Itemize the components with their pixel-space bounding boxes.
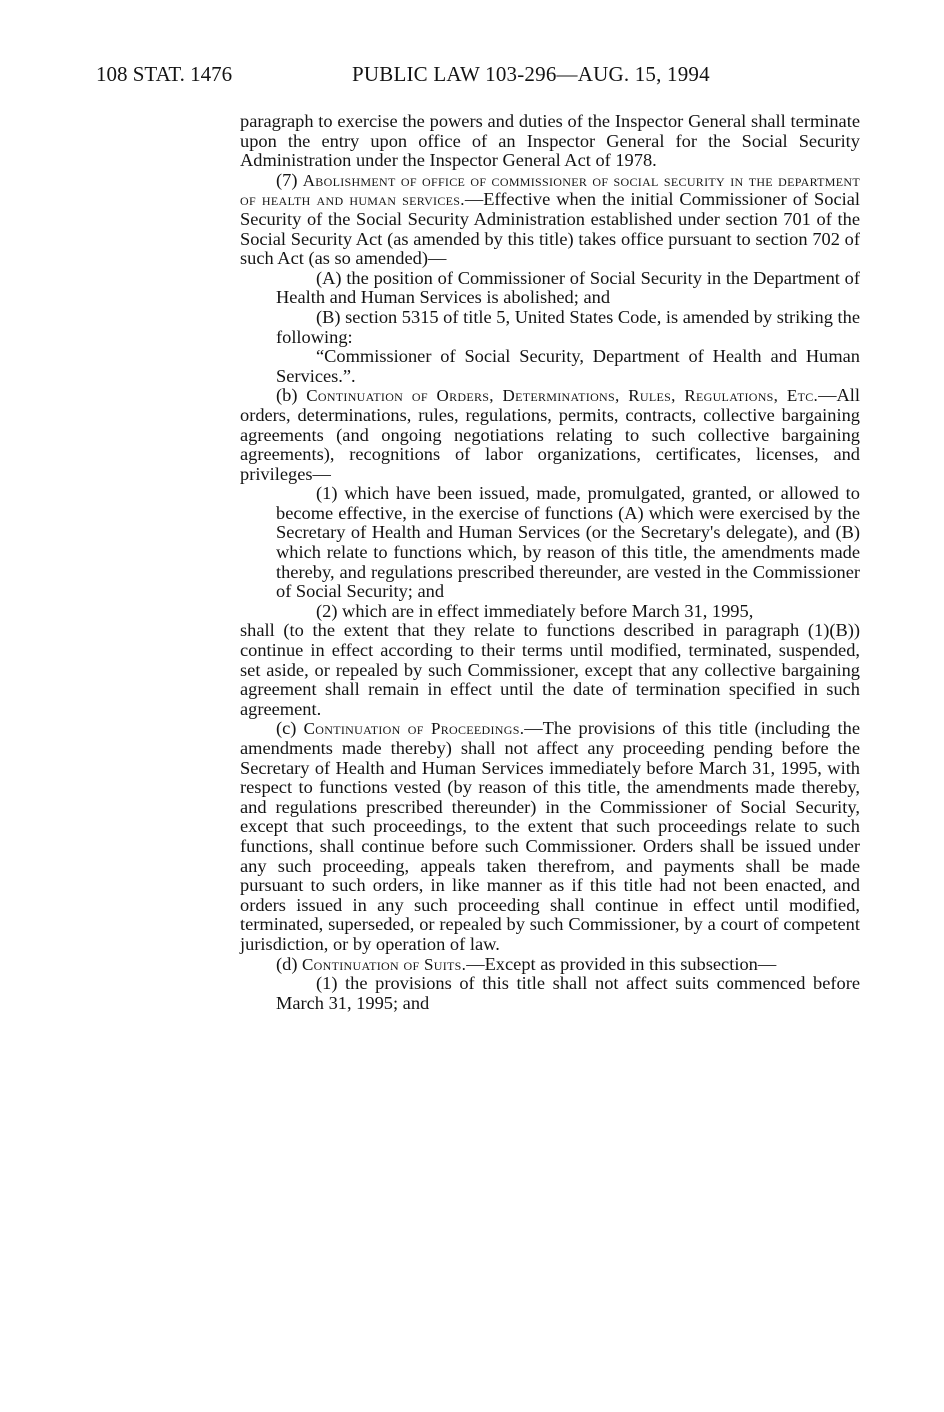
struck-title-quote: “Commissioner of Social Security, Department of Health and Human Services.”. bbox=[276, 346, 860, 386]
page-header bbox=[96, 62, 856, 92]
subsection-c-continuation-of-proceedings: (c) Continuation of Proceedings.—The provisions of this title (including the amendments made thereby) shall not affect any proceeding pending before the Secretary of Health and Human Services immediately before March 31, 1995, with respect to functions vested (by reason of this title, the amendments made thereby, and regulations prescribed thereunder) in the Commissioner of Social Security, except that such proceedings, to the extent that such proceedings relate to such functions, shall continue before such Commissioner. Orders shall be issued under any such proceeding, appeals taken therefrom, and payments shall be made pursuant to such orders, in like manner as if this title had not been enacted, and orders issued in any such proceeding shall continue in effect until modified, terminated, superseded, or repealed by such Commissioner, by a court of competent jurisdiction, or by operation of law. bbox=[240, 718, 860, 954]
clause-1-suits-commenced: (1) the provisions of this title shall not affect suits commenced before March 31, 1995; and bbox=[276, 973, 860, 1013]
paragraph-7-abolishment: (7) Abolishment of office of commissioner of social security in the department of health and human services.—Effective when the initial Commissioner of Social Security of the Social Security Administration established under section 701 of the Social Security Act (as amended by this title) takes office pursuant to section 702 of such Act (as so amended)— bbox=[240, 169, 860, 269]
subparagraph-b-section-5315: (B) section 5315 of title 5, United States Code, is amended by striking the following: bbox=[276, 306, 860, 347]
subsection-b-continuation-of-orders: (b) Continuation of Orders, Determinations, Rules, Regulations, Etc.—All orders, determinations, rules, regulations, permits, contracts, collective bargaining agreements (and ongoing negotiations relating to such collective bargaining agreements), recognitions of labor organizations, certificates, licenses, and privileges— bbox=[240, 385, 860, 484]
clause-2-in-effect: (2) which are in effect immediately before March 31, 1995, bbox=[316, 600, 754, 621]
paragraph-continue-in-effect: shall (to the extent that they relate to functions described in paragraph (1)(B)) continue in effect according to their terms until modified, terminated, suspended, set aside, or repealed by such Commissioner, except that any collective bargaining agreement shall remain in effect until the date of termination specified in such agreement. bbox=[240, 620, 860, 719]
paragraph-inspector-general-continuation: paragraph to exercise the powers and duties of the Inspector General shall terminate upon the entry upon office of an Inspector General for the Social Security Administration under the Inspector General Act of 1978. bbox=[240, 111, 860, 171]
section-heading: Continuation of Proceedings. bbox=[303, 719, 525, 739]
statute-page-reference: 108 STAT. 1476 bbox=[96, 62, 233, 86]
statute-text-body bbox=[240, 112, 860, 1013]
section-heading: Continuation of Suits. bbox=[302, 954, 467, 974]
subsection-d-continuation-of-suits: (d) Continuation of Suits.—Except as provided in this subsection— bbox=[276, 953, 777, 974]
subparagraph-a-position-abolished: (A) the position of Commissioner of Social Security in the Department of Health and Human Services is abolished; and bbox=[276, 267, 860, 308]
public-law-and-date: PUBLIC LAW 103-296—AUG. 15, 1994 bbox=[352, 62, 710, 86]
section-heading: Continuation of Orders, Determinations, Rules, Regulations, Etc. bbox=[306, 386, 819, 406]
clause-1-issued-functions: (1) which have been issued, made, promulgated, granted, or allowed to become effective, in the exercise of functions (A) which were exercised by the Secretary of Health and Human Services (or the Secretary's delegate), and (B) which relate to functions which, by reason of this title, the amendments made thereby, and regulations prescribed thereunder, are vested in the Commissioner of Social Security; and bbox=[276, 483, 860, 602]
section-heading: Abolishment of office of commissioner of social security in the department of health and human services. bbox=[240, 170, 860, 210]
